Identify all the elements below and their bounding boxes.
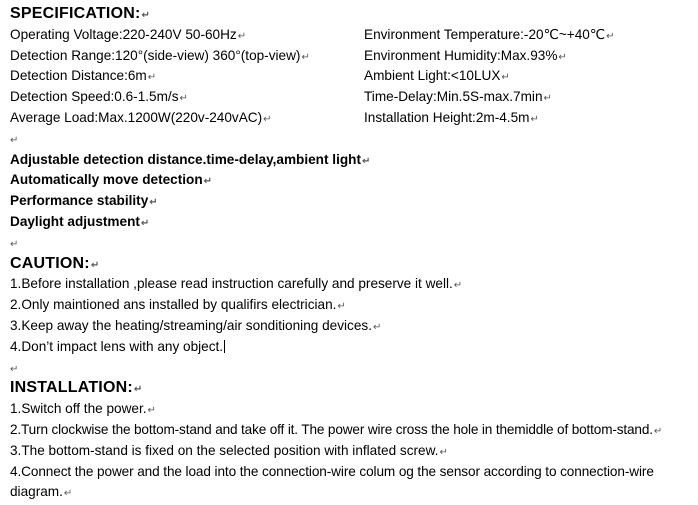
feature-text: Automatically move detection <box>10 172 203 188</box>
spec-right-cell <box>364 87 552 110</box>
spec-ambient-light: Ambient Light:<10LUX <box>364 68 501 84</box>
installation-item <box>10 420 696 441</box>
paragraph-mark: ↵ <box>543 93 552 105</box>
spec-row <box>10 46 696 67</box>
installation-item-continuation <box>10 482 696 503</box>
installation-item <box>10 462 696 483</box>
paragraph-mark: ↵ <box>337 301 346 313</box>
spec-left-cell <box>10 25 246 48</box>
spec-environment-temperature: Environment Temperature:-20℃~+40℃ <box>364 26 606 42</box>
document-body <box>10 4 696 503</box>
installation-item-text: 2.Turn clockwise the bottom-stand and take off it. The power wire cross the hole in themiddle of bottom-stand. <box>10 421 653 437</box>
spec-time-delay: Time-Delay:Min.5S-max.7min <box>364 89 543 105</box>
paragraph-mark: ↵ <box>653 425 663 437</box>
empty-paragraph <box>10 233 696 254</box>
spec-left-cell <box>10 87 188 110</box>
paragraph-mark: ↵ <box>530 113 539 125</box>
feature-line <box>10 212 696 233</box>
paragraph-mark: ↵ <box>90 259 100 271</box>
paragraph-mark: ↵ <box>179 93 188 105</box>
spec-left-cell <box>10 66 156 89</box>
paragraph-mark: ↵ <box>453 280 463 292</box>
feature-line <box>10 191 696 212</box>
spec-operating-voltage: Operating Voltage:220-240V 50-60Hz <box>10 26 237 42</box>
installation-item-text: 1.Switch off the power. <box>10 401 147 417</box>
caution-item-text: 4.Don’t impact lens with any object. <box>10 338 224 354</box>
paragraph-mark: ↵ <box>63 488 73 500</box>
empty-paragraph <box>10 129 696 150</box>
spec-installation-height: Installation Height:2m-4.5m <box>364 109 530 125</box>
paragraph-mark: ↵ <box>141 10 151 21</box>
spec-row <box>10 108 696 129</box>
feature-text: Adjustable detection distance.time-delay,ambient light <box>10 151 361 167</box>
caution-item <box>10 337 696 358</box>
spec-environment-humidity: Environment Humidity:Max.93% <box>364 47 558 63</box>
spec-left-cell <box>10 108 272 131</box>
paragraph-mark: ↵ <box>203 176 213 188</box>
paragraph-mark: ↵ <box>606 30 615 42</box>
specification-heading-text: SPECIFICATION: <box>10 5 141 22</box>
paragraph-mark: ↵ <box>263 113 272 125</box>
paragraph-mark: ↵ <box>372 321 382 333</box>
spec-right-cell <box>364 108 539 131</box>
paragraph-mark: ↵ <box>10 363 19 375</box>
caution-heading <box>10 254 696 275</box>
spec-right-cell <box>364 66 510 89</box>
installation-item <box>10 441 696 462</box>
installation-heading-text: INSTALLATION: <box>10 379 133 397</box>
caution-heading-text: CAUTION: <box>10 254 90 272</box>
installation-item-text: 3.The bottom-stand is fixed on the selected position with inflated screw. <box>10 442 439 458</box>
caution-item <box>10 295 696 316</box>
spec-average-load: Average Load:Max.1200W(220v-240vAC) <box>10 109 263 125</box>
spec-detection-distance: Detection Distance:6m <box>10 68 147 84</box>
paragraph-mark: ↵ <box>237 30 247 42</box>
specification-heading <box>10 4 696 25</box>
installation-item-text: 4.Connect the power and the load into the connection-wire colum og the sensor according to connection-wire <box>10 463 654 479</box>
feature-text: Performance stability <box>10 193 149 209</box>
paragraph-mark: ↵ <box>501 72 510 84</box>
spec-row <box>10 25 696 46</box>
caution-item <box>10 316 696 337</box>
caution-item-text: 1.Before installation ,please read instruction carefully and preserve it well. <box>10 276 453 292</box>
caution-item-text: 2.Only maintioned ans installed by qualifirs electrician. <box>10 297 337 313</box>
text-cursor <box>224 340 225 353</box>
paragraph-mark: ↵ <box>301 51 310 63</box>
paragraph-mark: ↵ <box>558 51 567 63</box>
feature-line <box>10 170 696 191</box>
paragraph-mark: ↵ <box>361 155 371 167</box>
feature-text: Daylight adjustment <box>10 213 140 229</box>
paragraph-mark: ↵ <box>439 446 448 458</box>
spec-row <box>10 66 696 87</box>
spec-right-cell <box>364 46 567 69</box>
paragraph-mark: ↵ <box>140 217 150 229</box>
spec-right-cell <box>364 25 615 48</box>
spec-detection-range: Detection Range:120°(side-view) 360°(top-view) <box>10 47 301 63</box>
paragraph-mark: ↵ <box>147 405 156 417</box>
paragraph-mark: ↵ <box>10 134 19 146</box>
installation-item-text: diagram. <box>10 484 63 500</box>
paragraph-mark: ↵ <box>149 197 158 209</box>
caution-item-text: 3.Keep away the heating/streaming/air sonditioning devices. <box>10 317 372 333</box>
caution-item <box>10 274 696 295</box>
paragraph-mark: ↵ <box>133 384 143 396</box>
empty-paragraph <box>10 358 696 379</box>
installation-heading <box>10 378 696 399</box>
feature-line <box>10 150 696 171</box>
paragraph-mark: ↵ <box>10 238 19 250</box>
spec-left-cell <box>10 46 310 69</box>
installation-item <box>10 399 696 420</box>
spec-detection-speed: Detection Speed:0.6-1.5m/s <box>10 89 179 105</box>
paragraph-mark: ↵ <box>147 72 157 84</box>
spec-row <box>10 87 696 108</box>
